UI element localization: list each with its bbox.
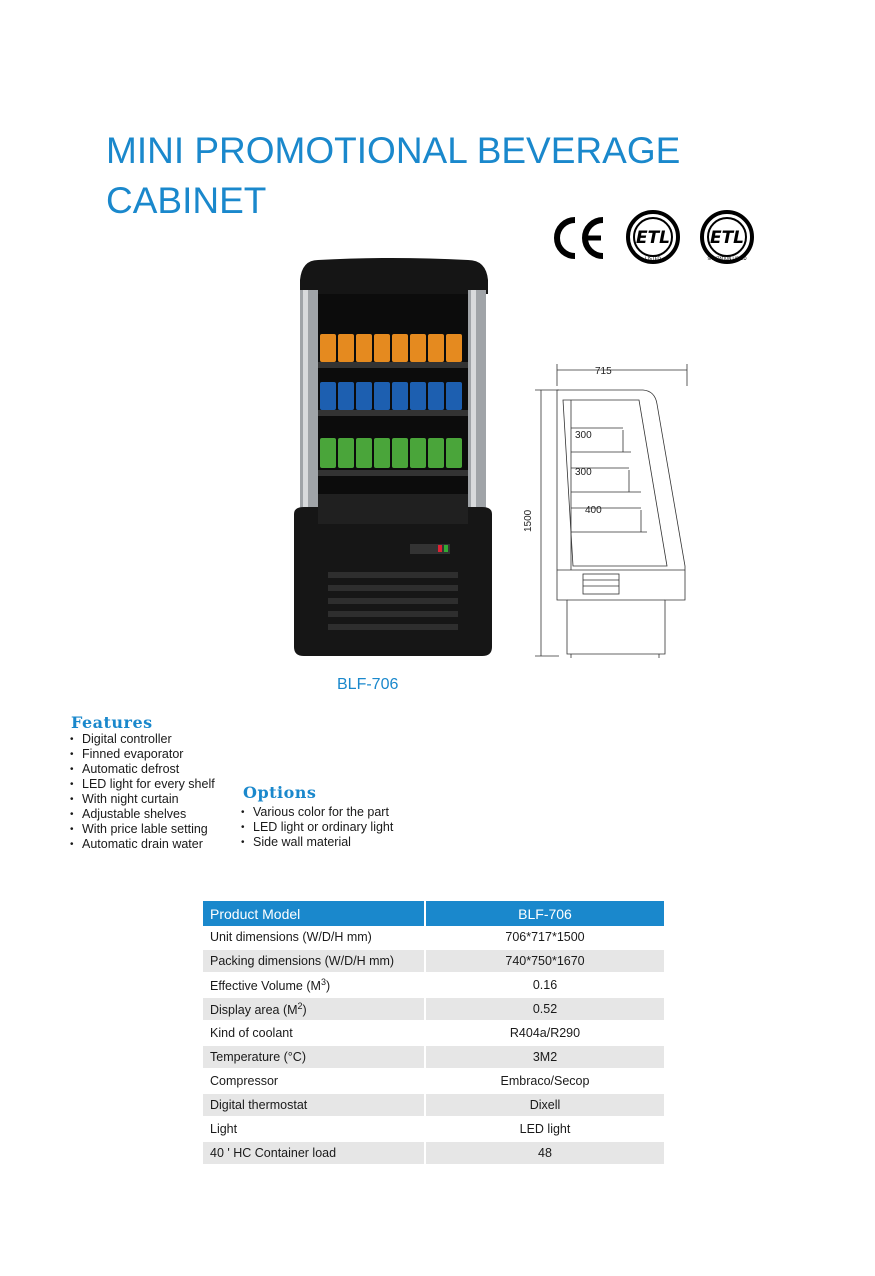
etl-listed-caption: LISTED (645, 257, 661, 262)
spec-label: Digital thermostat (203, 1094, 426, 1118)
spec-label-tail: ) (325, 979, 331, 994)
table-row (203, 1094, 664, 1118)
spec-header-model: BLF-706 (426, 901, 664, 926)
shelf-spacing-label: 300 (575, 430, 592, 441)
etl-sanitation-caption: SANITATION LISTED (707, 256, 747, 261)
feature-item: • LED light for every shelf (70, 777, 215, 792)
svg-text:ETL: ETL (635, 228, 671, 248)
spec-label: 40 ' HC Container load (203, 1142, 426, 1166)
spec-label (203, 998, 426, 1022)
table-row (203, 974, 664, 998)
spec-table (203, 901, 664, 1166)
option-item: • Side wall material (241, 835, 393, 850)
spec-value: 48 (426, 1142, 664, 1166)
spec-label-sup: 2 (297, 1000, 303, 1011)
svg-text:ETL: ETL (709, 228, 745, 248)
spec-value: 740*750*1670 (426, 950, 664, 974)
title-line-2: CABINET (106, 180, 267, 221)
shelf-spacing-label: 400 (585, 505, 602, 516)
table-row (203, 1118, 664, 1142)
spec-value: LED light (426, 1118, 664, 1142)
feature-item: • With night curtain (70, 792, 215, 807)
table-row (203, 926, 664, 950)
table-row (203, 1142, 664, 1166)
feature-item: • Finned evaporator (70, 747, 215, 762)
spec-label-text: Display area (M (210, 1003, 298, 1018)
spec-value: 3M2 (426, 1046, 664, 1070)
spec-label: Temperature (°C) (203, 1046, 426, 1070)
spec-label: Light (203, 1118, 426, 1142)
spec-label: Packing dimensions (W/D/H mm) (203, 950, 426, 974)
feature-item: • Automatic drain water (70, 837, 215, 852)
etl-listed-icon (624, 210, 682, 266)
spec-label-text: Effective Volume (M (210, 979, 321, 994)
table-row (203, 950, 664, 974)
etl-sanitation-icon (698, 210, 756, 266)
features-list (70, 732, 215, 852)
table-row (203, 1022, 664, 1046)
table-row (203, 1046, 664, 1070)
feature-item: • Adjustable shelves (70, 807, 215, 822)
spec-value: 0.16 (426, 974, 664, 998)
spec-value: Dixell (426, 1094, 664, 1118)
spec-value: R404a/R290 (426, 1022, 664, 1046)
feature-item: • Automatic defrost (70, 762, 215, 777)
table-row (203, 998, 664, 1022)
dimension-height-label: 1500 (523, 509, 534, 532)
spec-value: 0.52 (426, 998, 664, 1022)
spec-label (203, 974, 426, 998)
spec-label: Unit dimensions (W/D/H mm) (203, 926, 426, 950)
model-caption: BLF-706 (337, 676, 399, 693)
feature-item: • Digital controller (70, 732, 215, 747)
technical-drawing (515, 360, 695, 662)
option-item: • LED light or ordinary light (241, 820, 393, 835)
shelf-spacing-label: 300 (575, 467, 592, 478)
spec-value: 706*717*1500 (426, 926, 664, 950)
spec-label: Compressor (203, 1070, 426, 1094)
features-heading: Features (71, 713, 153, 732)
feature-item: • With price lable setting (70, 822, 215, 837)
spec-table-header (203, 901, 664, 926)
spec-header-label: Product Model (203, 901, 426, 926)
title-line-1: MINI PROMOTIONAL BEVERAGE (106, 130, 681, 171)
spec-label: Kind of coolant (203, 1022, 426, 1046)
spec-value: Embraco/Secop (426, 1070, 664, 1094)
spec-label-tail: ) (302, 1003, 307, 1018)
spec-label-sup: 3 (320, 976, 326, 987)
ce-mark-icon (548, 210, 606, 266)
table-row (203, 1070, 664, 1094)
options-list (241, 805, 393, 850)
option-item: • Various color for the part (241, 805, 393, 820)
beverage-cabinet-photo (290, 252, 496, 662)
dimension-width-label: 715 (595, 366, 612, 377)
options-heading: Options (243, 783, 317, 802)
